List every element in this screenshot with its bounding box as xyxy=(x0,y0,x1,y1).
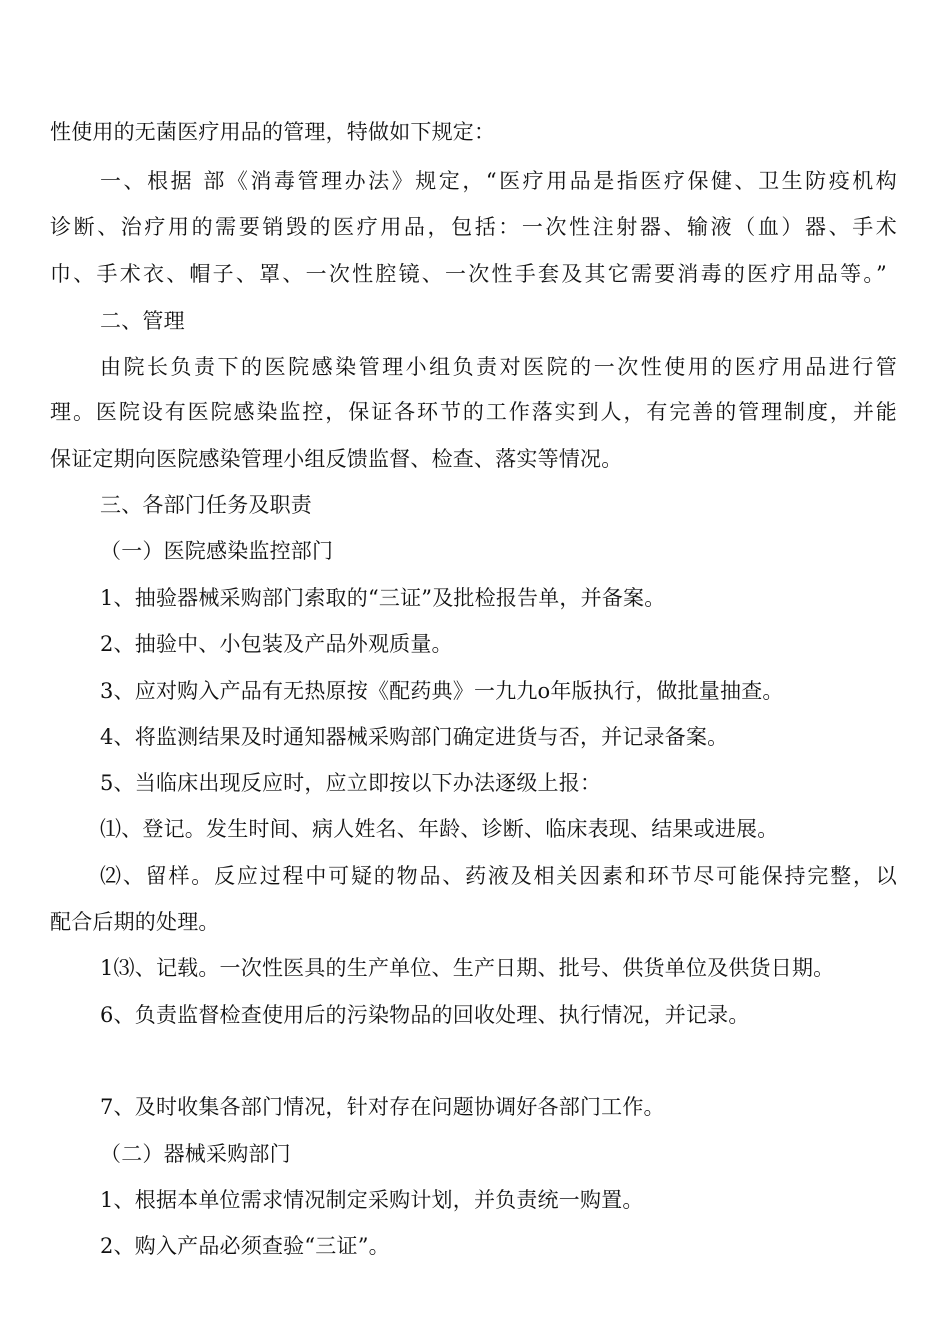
text-line: 诊断、治疗用的需要销毁的医疗用品，包括：一次性注射器、输液（血）器、手术 xyxy=(50,215,897,239)
subsection-heading: （一）医院感染监控部门 xyxy=(100,539,334,563)
list-item: 5、当临床出现反应时，应立即按以下办法逐级上报： xyxy=(100,771,602,795)
text-line: 一、根据 部《消毒管理办法》规定，“医疗用品是指医疗保健、卫生防疫机构 xyxy=(100,169,897,193)
list-item: 7、及时收集各部门情况，针对存在问题协调好各部门工作。 xyxy=(100,1095,665,1119)
list-item: 1⑶、记载。一次性医具的生产单位、生产日期、批号、供货单位及供货日期。 xyxy=(100,956,835,980)
text-line: 理。医院设有医院感染监控，保证各环节的工作落实到人，有完善的管理制度，并能 xyxy=(50,400,897,424)
text-line: 性使用的无菌医疗用品的管理，特做如下规定： xyxy=(50,120,496,144)
list-item: 4、将监测结果及时通知器械采购部门确定进货与否，并记录备案。 xyxy=(100,725,729,749)
text-line: 由院长负责下的医院感染管理小组负责对医院的一次性使用的医疗用品进行管 xyxy=(100,355,897,379)
list-item: 6、负责监督检查使用后的污染物品的回收处理、执行情况，并记录。 xyxy=(100,1003,750,1027)
text-line: 保证定期向医院感染管理小组反馈监督、检查、落实等情况。 xyxy=(50,447,623,471)
text-line: 巾、手术衣、帽子、罩、一次性腔镜、一次性手套及其它需要消毒的医疗用品等。” xyxy=(50,262,887,286)
section-heading: 二、管理 xyxy=(100,309,185,333)
list-item: ⑴、登记。发生时间、病人姓名、年龄、诊断、临床表现、结果或进展。 xyxy=(100,817,779,841)
subsection-heading: （二）器械采购部门 xyxy=(100,1142,291,1166)
list-item: ⑵、留样。反应过程中可疑的物品、药液及相关因素和环节尽可能保持完整，以 xyxy=(100,864,897,888)
list-item: 1、抽验器械采购部门索取的“三证”及批检报告单，并备案。 xyxy=(100,586,666,610)
list-item: 2、购入产品必须查验“三证”。 xyxy=(100,1234,390,1258)
list-item: 3、应对购入产品有无热原按《配药典》一九九o年版执行，做批量抽查。 xyxy=(100,679,784,703)
section-heading: 三、各部门任务及职责 xyxy=(100,493,312,517)
list-item: 1、根据本单位需求情况制定采购计划，并负责统一购置。 xyxy=(100,1188,644,1212)
list-item: 2、抽验中、小包装及产品外观质量。 xyxy=(100,632,453,656)
text-line: 配合后期的处理。 xyxy=(50,910,220,934)
